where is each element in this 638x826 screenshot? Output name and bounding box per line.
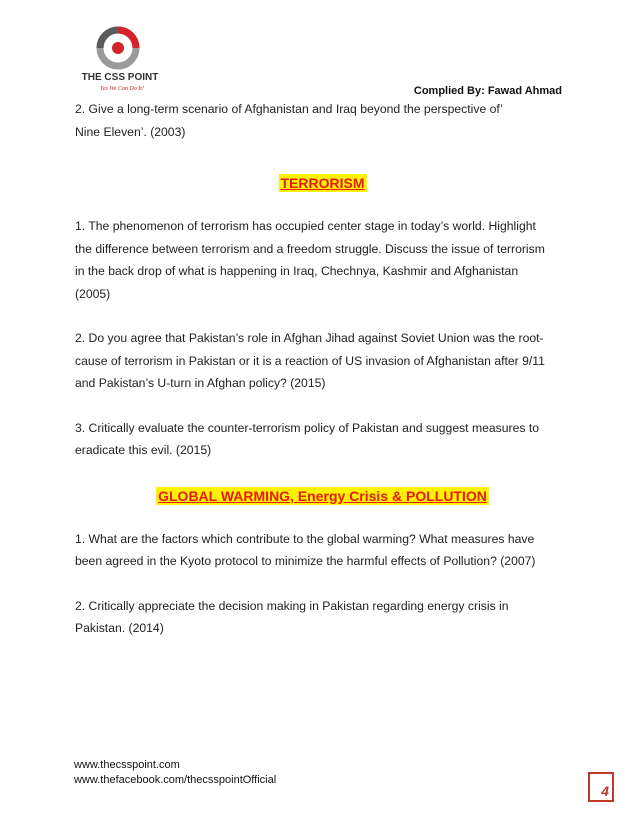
footer-website[interactable]: www.thecsspoint.com (74, 759, 180, 771)
intro-question-2 (75, 98, 570, 143)
global-question-2: 2. Critically appreciate the decision making in Pakistan regarding energy crisis in Pakistan. (2014) (75, 598, 509, 635)
page-number: 4 (601, 783, 609, 799)
terrorism-question-1: 1. The phenomenon of terrorism has occupied center stage in today’s world. Highlight the difference between terrorism and a freedom struggle. Discuss the issue of terrorism in the back drop of what is happening in Iraq, Chechnya, Kashmir and Afghanistan (2005) (75, 219, 545, 301)
intro-q2-line1: 2. Give a long-term scenario of Afghanistan and Iraq beyond the perspective of’ (75, 102, 503, 116)
footer (74, 758, 276, 788)
terrorism-question-2: 2. Do you agree that Pakistan’s role in Afghan Jihad against Soviet Union was the root- cause of terrorism in Pakistan or it is a reaction of US invasion of Afghanistan after 9/11 and Pakistan’s U-turn in Afghan policy? (2015) (75, 331, 545, 390)
document-body (75, 98, 570, 640)
logo-tagline: Yes We Can Do It! (100, 86, 144, 92)
terrorism-question-3: 3. Critically evaluate the counter-terrorism policy of Pakistan and suggest measures to eradicate this evil. (2015) (75, 420, 540, 457)
global-warming-heading: GLOBAL WARMING, Energy Crisis & POLLUTION (158, 487, 487, 504)
intro-q2-line2: Nine Eleven’. (2003) (75, 124, 186, 139)
global-question-1: 1. What are the factors which contribute to the global warming? What measures have been agreed in the Kyoto protocol to minimize the harmful effects of Pollution? (2007) (75, 531, 536, 568)
page-number-box (588, 772, 614, 802)
footer-facebook[interactable]: www.thefacebook.com/thecsspointOfficial (74, 774, 277, 786)
logo-name: THE CSS POINT (81, 72, 159, 83)
terrorism-heading: TERRORISM (280, 175, 365, 191)
css-point-logo-icon (70, 24, 170, 94)
logo (70, 24, 170, 94)
compiled-by: Complied By: Fawad Ahmad (413, 85, 562, 97)
